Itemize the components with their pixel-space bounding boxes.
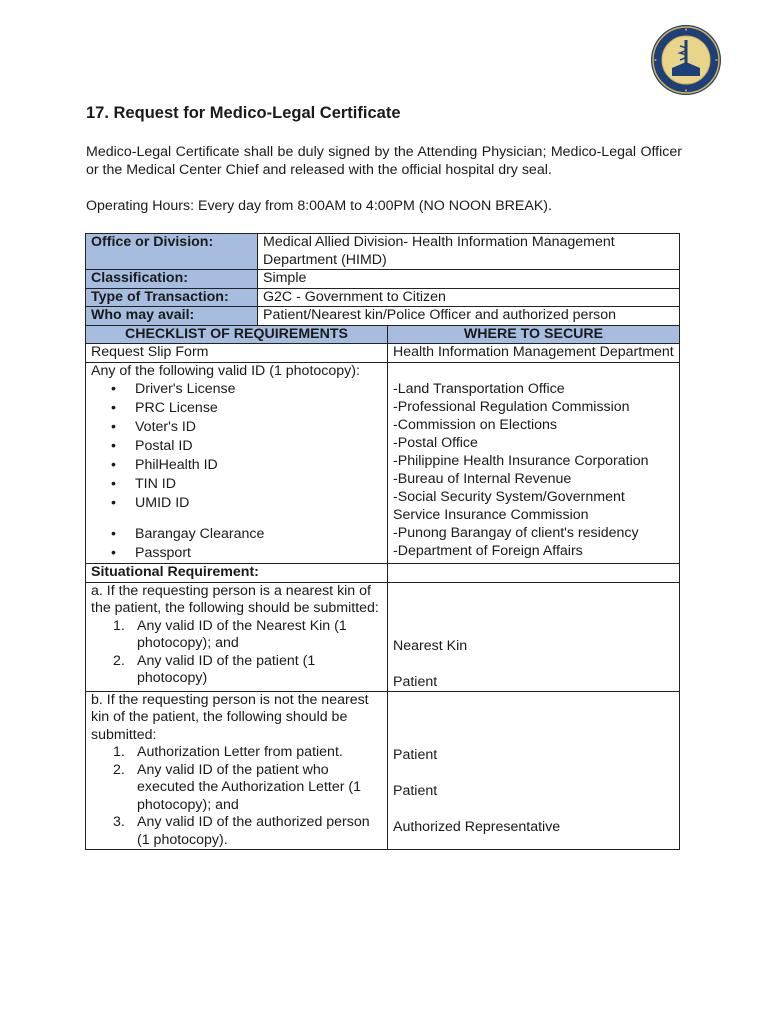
situational-b-requirement [86,691,388,850]
situational-a-row [86,582,680,691]
list-item: -Bureau of Internal Revenue [393,470,572,487]
list-item: • Voter's ID [135,418,382,437]
list-item: • PRC License [135,399,382,418]
list-item: 3. Any valid ID of the authorized person (1 photocopy). [137,814,382,849]
service-info-table [85,233,680,850]
page-title: 17. Request for Medico-Legal Certificate [86,104,401,122]
valid-id-list-extra [91,525,382,563]
valid-id-intro: Any of the following valid ID (1 photocopy): [91,362,360,379]
valid-id-sources [388,362,680,564]
hospital-seal-icon [650,24,722,96]
list-item: • Driver's License [135,380,382,399]
office-label: Office or Division: [86,234,258,270]
list-item: -Postal Office [393,434,478,451]
list-item: Patient [393,673,438,690]
classification-value: Simple [258,270,680,289]
list-item: Patient [393,782,438,799]
transaction-type-label: Type of Transaction: [86,288,258,307]
list-item: • Postal ID [135,437,382,456]
situational-a-intro: a. If the requesting person is a nearest kin of the patient, the following should be submitted: [91,582,379,616]
operating-hours: Operating Hours: Every day from 8:00AM to 4:00PM (NO NOON BREAK). [86,198,552,214]
list-item: Authorized Representative [393,818,561,835]
request-slip-source: Health Information Management Department [388,344,680,363]
situational-b-sources [388,691,680,850]
list-item: Nearest Kin [393,637,468,654]
classification-label: Classification: [86,270,258,289]
list-item: • PhilHealth ID [135,456,382,475]
where-to-secure-header: WHERE TO SECURE [388,325,680,344]
transaction-type-value: G2C - Government to Citizen [258,288,680,307]
list-item: -Land Transportation Office [393,380,565,397]
list-item: -Professional Regulation Commission [393,398,630,415]
situational-a-requirement [86,582,388,691]
valid-id-row [86,362,680,564]
office-row [86,234,680,270]
situational-a-list [91,618,382,688]
office-value: Medical Allied Division- Health Information Management Department (HIMD) [258,234,680,270]
list-item: -Social Security System/Government Service Insurance Commission [393,488,625,523]
who-may-avail-value: Patient/Nearest kin/Police Officer and authorized person [258,307,680,326]
list-item: 2. Any valid ID of the patient (1 photocopy) [137,653,382,688]
request-slip-row [86,344,680,363]
list-item: • TIN ID [135,475,382,494]
classification-row [86,270,680,289]
list-item: Patient [393,746,438,763]
list-item: 1. Any valid ID of the Nearest Kin (1 photocopy); and [137,618,382,653]
valid-id-list [91,380,382,513]
situational-header-row [86,564,680,583]
situational-a-sources [388,582,680,691]
situational-label: Situational Requirement: [86,564,388,583]
intro-paragraph: Medico-Legal Certificate shall be duly signed by the Attending Physician; Medico-Legal Officer or the Medical Center Chief and released with the official hospital dry seal. [86,144,682,178]
list-item: -Department of Foreign Affairs [393,542,583,559]
situational-b-list [91,744,382,849]
list-item: 2. Any valid ID of the patient who executed the Authorization Letter (1 photocopy); and [137,762,382,815]
situational-b-intro: b. If the requesting person is not the nearest kin of the patient, the following should be submitted: [91,691,369,743]
transaction-type-row [86,288,680,307]
list-item: -Commission on Elections [393,416,558,433]
requirements-header-row [86,325,680,344]
request-slip-requirement: Request Slip Form [86,344,388,363]
list-item: -Philippine Health Insurance Corporation [393,452,649,469]
list-item: • UMID ID [135,494,382,513]
list-item: • Barangay Clearance [135,525,382,544]
who-may-avail-row [86,307,680,326]
who-may-avail-label: Who may avail: [86,307,258,326]
list-item: • Passport [135,544,382,563]
list-item: -Punong Barangay of client's residency [393,524,639,541]
checklist-header: CHECKLIST OF REQUIREMENTS [86,325,388,344]
valid-id-requirement [86,362,388,564]
situational-b-row [86,691,680,850]
list-item: 1. Authorization Letter from patient. [137,744,382,762]
